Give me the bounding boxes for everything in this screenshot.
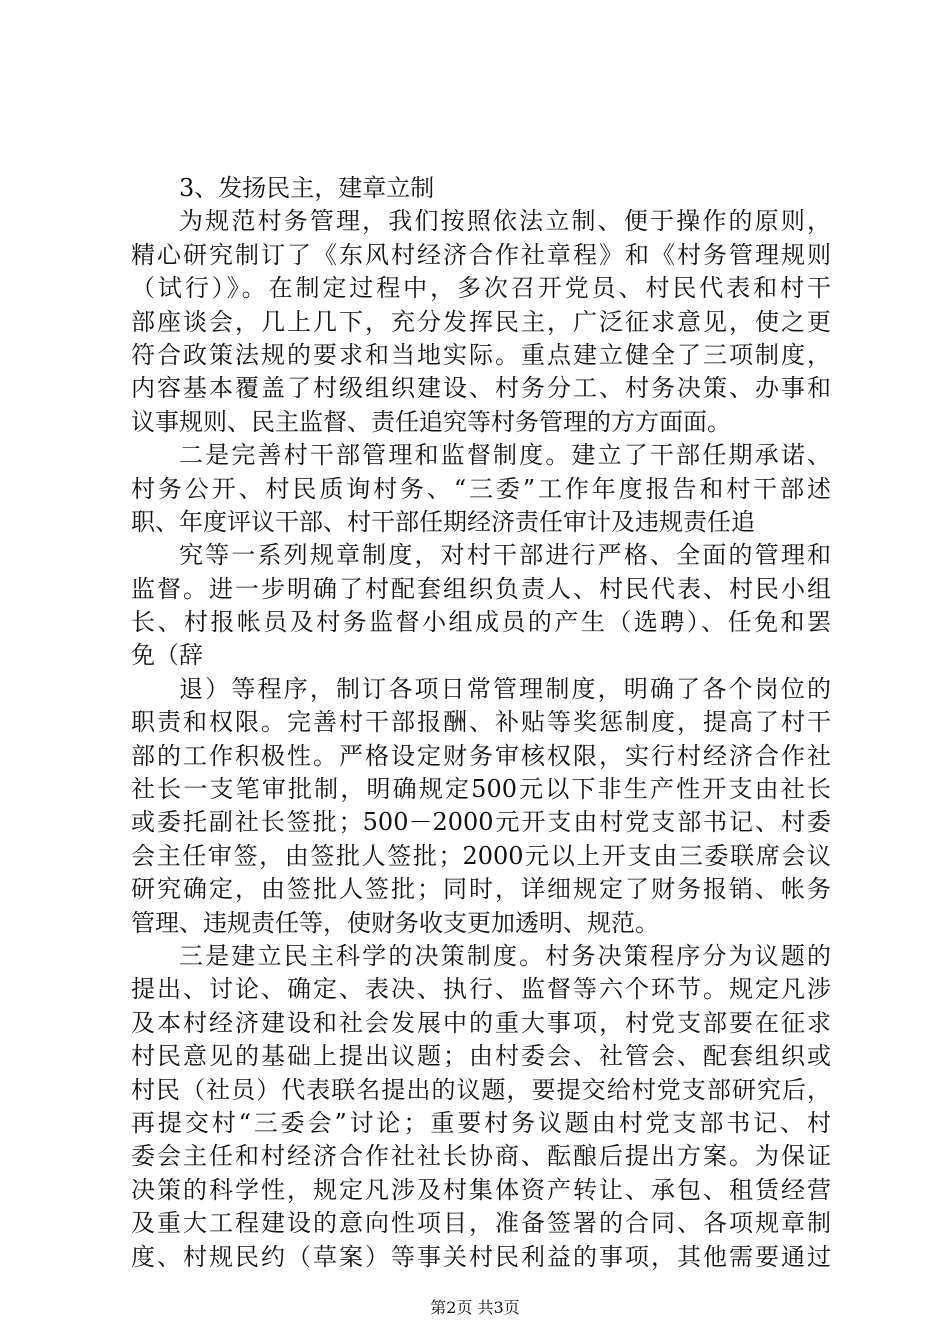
- text-line: 精心研究制订了《东风村经济合作社章程》和《村务管理规则: [131, 240, 831, 269]
- text-line: 内容基本覆盖了村级组织建设、村务分工、村务决策、办事和: [131, 374, 831, 403]
- text-line: 部的工作积极性。严格设定财务审核权限，实行村经济合作社: [131, 741, 831, 770]
- text-line: 会主任审签，由签批人签批；2000元以上开支由三委联席会议: [131, 841, 831, 870]
- text-line: 二是完善村干部管理和监督制度。建立了干部任期承诺、: [179, 441, 831, 470]
- document-body: [131, 172, 831, 1274]
- text-line: （试行）》。在制定过程中，多次召开党员、村民代表和村干: [131, 274, 831, 303]
- text-line: 村民意见的基础上提出议题；由村委会、社管会、配套组织或: [131, 1042, 831, 1071]
- text-line: 为规范村务管理，我们按照依法立制、便于操作的原则，: [179, 207, 831, 236]
- text-line: 监督。进一步明确了村配套组织负责人、村民代表、村民小组: [131, 574, 831, 603]
- text-line: 村民（社员）代表联名提出的议题，要提交给村党支部研究后，: [131, 1075, 831, 1104]
- text-line: 研究确定，由签批人签批；同时，详细规定了财务报销、帐务: [131, 875, 831, 904]
- text-line: 免（辞: [131, 641, 203, 670]
- text-line: 或委托副社长签批；500－2000元开支由村党支部书记、村委: [131, 808, 831, 837]
- text-line: 究等一系列规章制度，对村干部进行严格、全面的管理和: [179, 541, 831, 570]
- text-line: 及重大工程建设的意向性项目，准备签署的合同、各项规章制: [131, 1209, 831, 1238]
- text-line: 村务公开、村民质询村务、“三委”工作年度报告和村干部述: [131, 474, 831, 503]
- text-line: 社长一支笔审批制，明确规定500元以下非生产性开支由社长: [131, 775, 831, 804]
- text-line: 及本村经济建设和社会发展中的重大事项，村党支部要在征求: [131, 1008, 831, 1037]
- text-line: 度、村规民约（草案）等事关村民利益的事项，其他需要通过: [131, 1242, 831, 1271]
- page-footer: 第2页 共3页: [430, 1298, 520, 1317]
- text-line: 退）等程序，制订各项日常管理制度，明确了各个岗位的: [179, 674, 831, 703]
- text-line: 部座谈会，几上几下，充分发挥民主，广泛征求意见，使之更: [131, 307, 831, 336]
- text-line: 长、村报帐员及村务监督小组成员的产生（选聘）、任免和罢: [131, 608, 831, 637]
- text-line: 职责和权限。完善村干部报酬、补贴等奖惩制度，提高了村干: [131, 708, 831, 737]
- text-line: 职、年度评议干部、村干部任期经济责任审计及违规责任追: [131, 507, 755, 536]
- text-line: 决策的科学性，规定凡涉及村集体资产转让、承包、租赁经营: [131, 1175, 831, 1204]
- text-line: 委会主任和村经济合作社社长协商、酝酿后提出方案。为保证: [131, 1142, 831, 1171]
- text-line: 管理、违规责任等，使财务收支更加透明、规范。: [131, 908, 659, 937]
- text-line: 提出、讨论、确定、表决、执行、监督等六个环节。规定凡涉: [131, 975, 831, 1004]
- text-line: 符合政策法规的要求和当地实际。重点建立健全了三项制度，: [131, 340, 831, 369]
- text-line: 再提交村“三委会”讨论；重要村务议题由村党支部书记、村: [131, 1108, 831, 1137]
- text-line: 三是建立民主科学的决策制度。村务决策程序分为议题的: [179, 941, 831, 970]
- text-line: 3、发扬民主，建章立制: [179, 174, 435, 202]
- text-line: 议事规则、民主监督、责任追究等村务管理的方方面面。: [131, 407, 731, 436]
